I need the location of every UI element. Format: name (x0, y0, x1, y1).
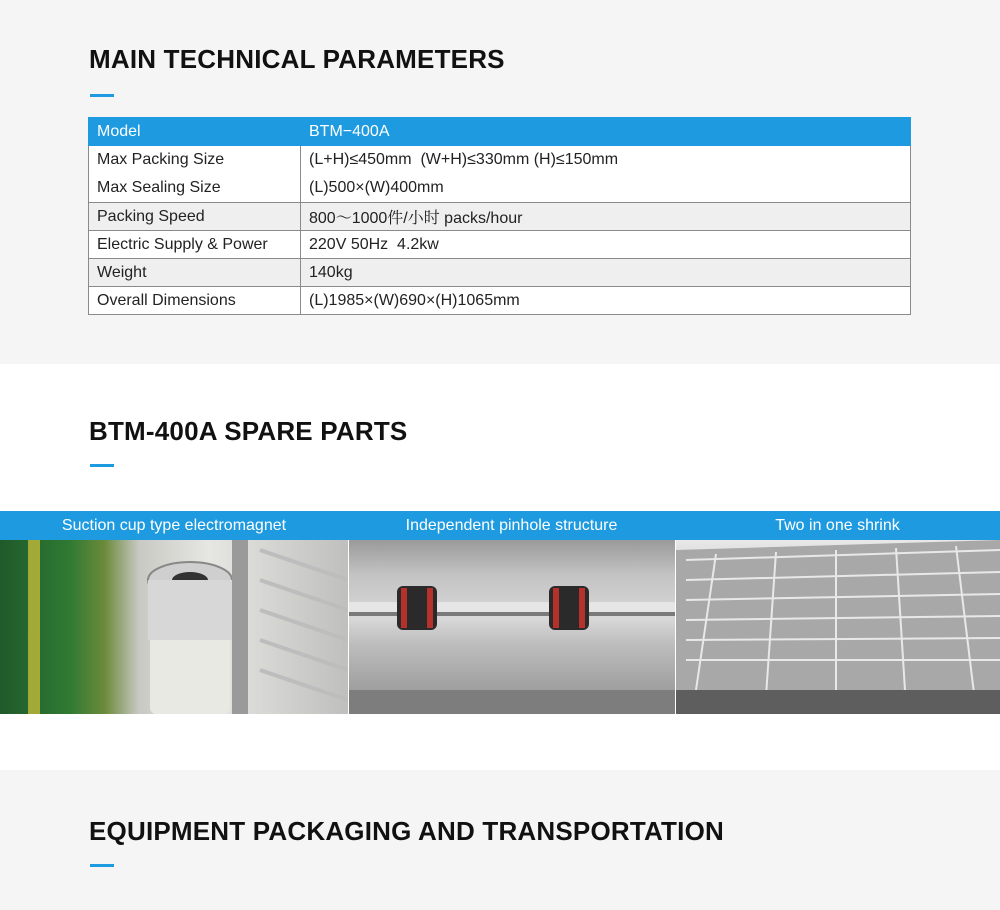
spare-parts-caption-band (0, 511, 1000, 540)
row-label-electric-supply: Electric Supply & Power (89, 231, 301, 259)
packaging-title: EQUIPMENT PACKAGING AND TRANSPORTATION (89, 816, 724, 846)
electromagnet-photo (0, 540, 348, 714)
row-label-packing-speed: Packing Speed (89, 203, 301, 231)
parameters-section (0, 0, 1000, 364)
row-value-max-sealing-size: (L)500×(W)400mm (309, 179, 444, 196)
spare-parts-title-accent (90, 464, 114, 467)
row-value-max-packing-size: (L+H)≤450mm (W+H)≤330mm (H)≤150mm (309, 151, 619, 168)
pinhole-structure-photo (349, 540, 676, 714)
caption-two-in-one-shrink: Two in one shrink (775, 517, 900, 534)
row-value-packing-speed: 800～1000件/小时 packs/hour (301, 203, 911, 231)
table-header-row (89, 118, 911, 146)
row-label-weight: Weight (89, 259, 301, 287)
table-row (89, 146, 911, 203)
table-row (89, 231, 911, 259)
table-header-value: BTM−400A (301, 118, 911, 146)
table-row (89, 287, 911, 315)
spare-parts-section (0, 364, 1000, 770)
spare-parts-title: BTM-400A SPARE PARTS (89, 416, 408, 446)
row-value-weight: 140kg (301, 259, 911, 287)
packaging-section (0, 770, 1000, 910)
packaging-title-accent (90, 864, 114, 867)
table-row (89, 259, 911, 287)
row-value-electric-supply: 220V 50Hz 4.2kw (301, 231, 911, 259)
caption-pinhole-structure: Independent pinhole structure (405, 517, 618, 534)
row-value-overall-dimensions: (L)1985×(W)690×(H)1065mm (301, 287, 911, 315)
row-label-overall-dimensions: Overall Dimensions (89, 287, 301, 315)
params-title-accent (90, 94, 114, 97)
parameters-table (88, 117, 911, 315)
caption-electromagnet: Suction cup type electromagnet (61, 517, 287, 534)
table-row (89, 203, 911, 231)
params-title: MAIN TECHNICAL PARAMETERS (89, 44, 505, 74)
table-header-label: Model (89, 118, 301, 146)
two-in-one-shrink-photo (676, 540, 1000, 714)
row-label-max-packing-size: Max Packing Size (97, 151, 225, 168)
spare-parts-photos (0, 540, 1000, 714)
row-label-max-sealing-size: Max Sealing Size (97, 179, 221, 196)
